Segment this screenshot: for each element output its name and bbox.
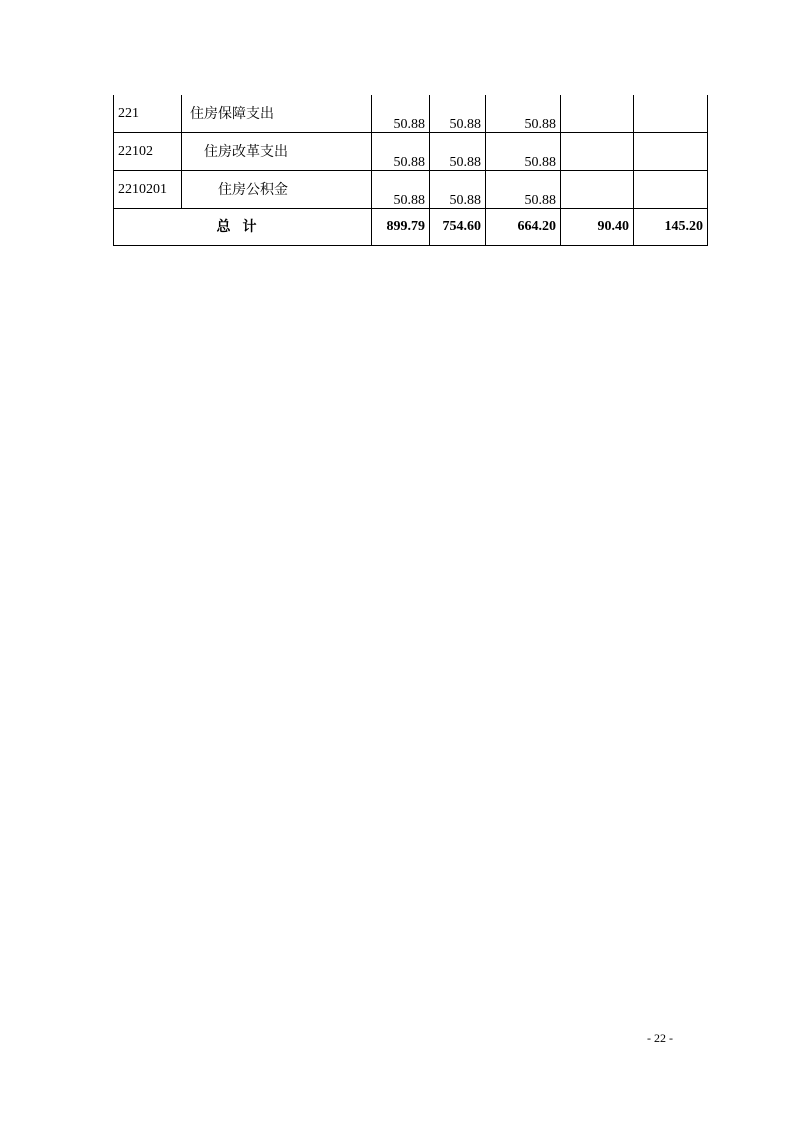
total-value: 664.20 <box>486 209 561 246</box>
value-cell: 50.88 <box>486 95 561 133</box>
total-value: 899.79 <box>372 209 430 246</box>
total-value: 145.20 <box>634 209 708 246</box>
account-name: 住房改革支出 <box>182 133 372 171</box>
value-cell <box>561 95 634 133</box>
value-cell: 50.88 <box>372 171 430 209</box>
value-cell <box>561 171 634 209</box>
total-label: 总计 <box>114 209 372 246</box>
value-cell: 50.88 <box>486 133 561 171</box>
value-cell: 50.88 <box>430 95 486 133</box>
account-code: 22102 <box>114 133 182 171</box>
value-cell <box>561 133 634 171</box>
account-code: 221 <box>114 95 182 133</box>
table-row <box>114 133 708 171</box>
value-cell: 50.88 <box>430 133 486 171</box>
total-row <box>114 209 708 246</box>
budget-table <box>113 95 708 246</box>
account-name: 住房保障支出 <box>182 95 372 133</box>
total-value: 90.40 <box>561 209 634 246</box>
page-number: - 22 - <box>647 1031 673 1045</box>
value-cell: 50.88 <box>486 171 561 209</box>
total-value: 754.60 <box>430 209 486 246</box>
value-cell <box>634 171 708 209</box>
value-cell: 50.88 <box>430 171 486 209</box>
table-row <box>114 171 708 209</box>
value-cell: 50.88 <box>372 95 430 133</box>
account-code: 2210201 <box>114 171 182 209</box>
account-name: 住房公积金 <box>182 171 372 209</box>
table-row <box>114 95 708 133</box>
value-cell <box>634 133 708 171</box>
value-cell: 50.88 <box>372 133 430 171</box>
value-cell <box>634 95 708 133</box>
